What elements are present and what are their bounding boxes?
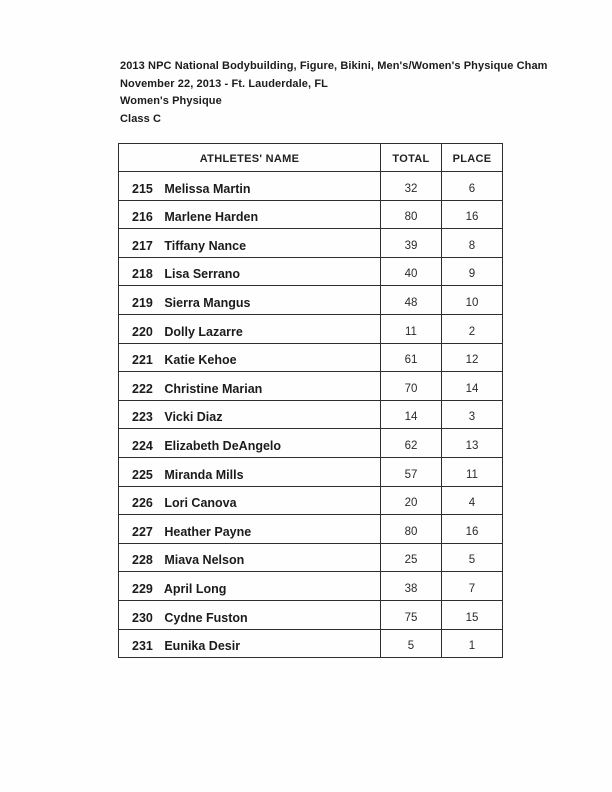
table-row <box>119 372 503 401</box>
athlete-name: Melissa Martin <box>164 181 251 196</box>
column-header-place: PLACE <box>442 144 503 172</box>
table-row <box>119 343 503 372</box>
athlete-number: 218 <box>132 267 153 282</box>
athlete-number: 226 <box>132 496 153 511</box>
place-cell: 2 <box>442 314 503 343</box>
total-cell: 61 <box>381 343 442 372</box>
event-date-location: November 22, 2013 - Ft. Lauderdale, FL <box>120 77 328 90</box>
athlete-number: 222 <box>132 381 153 396</box>
column-header-total: TOTAL <box>381 144 442 172</box>
athlete-number: 220 <box>132 324 153 339</box>
athlete-number: 225 <box>132 467 153 482</box>
athlete-cell <box>119 372 381 401</box>
athlete-number: 219 <box>132 295 153 310</box>
table-row <box>119 572 503 601</box>
athlete-cell <box>119 457 381 486</box>
athlete-name: Miava Nelson <box>164 553 245 568</box>
athlete-name: Katie Kehoe <box>164 353 237 368</box>
total-cell: 14 <box>381 400 442 429</box>
athlete-cell <box>119 229 381 258</box>
table-row <box>119 629 503 658</box>
athlete-cell <box>119 429 381 458</box>
athlete-name: Eunika Desir <box>164 639 241 654</box>
table-row <box>119 200 503 229</box>
table-row <box>119 257 503 286</box>
total-cell: 48 <box>381 286 442 315</box>
table-row <box>119 314 503 343</box>
header-row <box>119 144 503 172</box>
place-cell: 16 <box>442 200 503 229</box>
total-cell: 70 <box>381 372 442 401</box>
total-cell: 38 <box>381 572 442 601</box>
athlete-name: Cydne Fuston <box>164 610 248 625</box>
total-cell: 32 <box>381 172 442 201</box>
place-cell: 5 <box>442 543 503 572</box>
column-header-athletes-name: ATHLETES' NAME <box>119 144 381 172</box>
place-cell: 6 <box>442 172 503 201</box>
athlete-name: Dolly Lazarre <box>164 324 243 339</box>
athlete-cell <box>119 629 381 658</box>
total-cell: 80 <box>381 515 442 544</box>
place-cell: 15 <box>442 600 503 629</box>
athlete-cell <box>119 400 381 429</box>
class-label: Class C <box>120 112 162 125</box>
table-row <box>119 600 503 629</box>
athlete-cell <box>119 486 381 515</box>
total-cell: 75 <box>381 600 442 629</box>
place-cell: 8 <box>442 229 503 258</box>
place-cell: 12 <box>442 343 503 372</box>
athlete-cell <box>119 286 381 315</box>
athlete-name: Elizabeth DeAngelo <box>164 438 282 453</box>
table-row <box>119 400 503 429</box>
athlete-number: 223 <box>132 410 153 425</box>
athlete-number: 231 <box>132 639 153 654</box>
athlete-name: Sierra Mangus <box>164 295 251 310</box>
table-row <box>119 486 503 515</box>
total-cell: 40 <box>381 257 442 286</box>
athlete-cell <box>119 172 381 201</box>
athlete-cell <box>119 257 381 286</box>
athlete-cell <box>119 343 381 372</box>
place-cell: 9 <box>442 257 503 286</box>
athlete-number: 229 <box>132 581 153 596</box>
event-title: 2013 NPC National Bodybuilding, Figure, Bikini, Men's/Women's Physique Cham <box>120 60 548 72</box>
place-cell: 16 <box>442 515 503 544</box>
place-cell: 13 <box>442 429 503 458</box>
table-row <box>119 429 503 458</box>
total-cell: 62 <box>381 429 442 458</box>
place-cell: 10 <box>442 286 503 315</box>
place-cell: 4 <box>442 486 503 515</box>
athlete-number: 221 <box>132 353 153 368</box>
place-cell: 7 <box>442 572 503 601</box>
athlete-number: 216 <box>132 210 153 225</box>
athlete-name: Vicki Diaz <box>164 410 223 425</box>
division-label: Women's Physique <box>120 95 222 107</box>
table-row <box>119 229 503 258</box>
total-cell: 25 <box>381 543 442 572</box>
athlete-number: 228 <box>132 553 153 568</box>
results-table-head <box>119 144 503 172</box>
athlete-cell <box>119 200 381 229</box>
table-row <box>119 457 503 486</box>
athlete-number: 215 <box>132 181 153 196</box>
athlete-number: 230 <box>132 610 153 625</box>
total-cell: 80 <box>381 200 442 229</box>
results-table <box>118 143 503 658</box>
total-cell: 39 <box>381 229 442 258</box>
place-cell: 1 <box>442 629 503 658</box>
athlete-cell <box>119 572 381 601</box>
table-row <box>119 515 503 544</box>
athlete-number: 217 <box>132 238 153 253</box>
athlete-cell <box>119 543 381 572</box>
athlete-name: Heather Payne <box>164 524 252 539</box>
total-cell: 20 <box>381 486 442 515</box>
athlete-name: Lisa Serrano <box>164 267 241 282</box>
results-table-body <box>119 172 503 658</box>
table-row <box>119 286 503 315</box>
athlete-name: Marlene Harden <box>164 210 259 225</box>
total-cell: 11 <box>381 314 442 343</box>
table-row <box>119 543 503 572</box>
athlete-name: Tiffany Nance <box>164 238 247 253</box>
document-header <box>120 58 548 128</box>
athlete-name: April Long <box>163 581 227 596</box>
place-cell: 11 <box>442 457 503 486</box>
place-cell: 3 <box>442 400 503 429</box>
table-row <box>119 172 503 201</box>
athlete-cell <box>119 515 381 544</box>
athlete-cell <box>119 600 381 629</box>
athlete-number: 227 <box>132 524 153 539</box>
total-cell: 5 <box>381 629 442 658</box>
athlete-name: Miranda Mills <box>164 467 244 482</box>
athlete-number: 224 <box>132 438 153 453</box>
athlete-name: Lori Canova <box>164 496 237 511</box>
athlete-cell <box>119 314 381 343</box>
total-cell: 57 <box>381 457 442 486</box>
athlete-name: Christine Marian <box>164 381 263 396</box>
place-cell: 14 <box>442 372 503 401</box>
